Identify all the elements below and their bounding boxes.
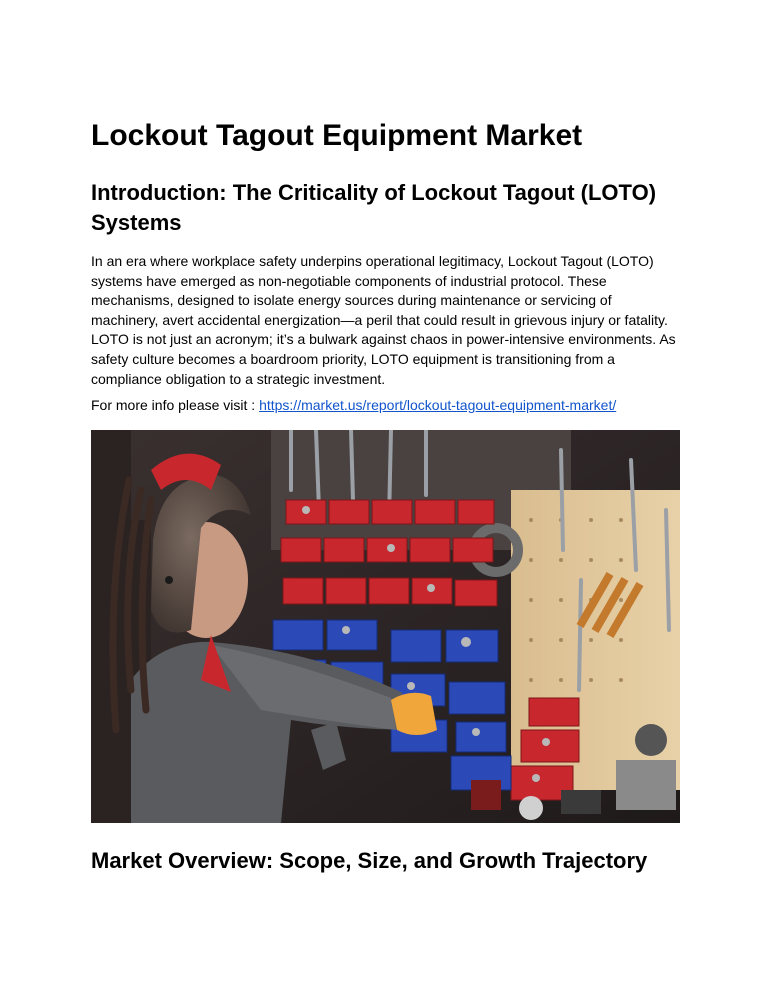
intro-heading: Introduction: The Criticality of Lockout Tagout (LOTO) Systems: [91, 180, 657, 235]
report-link[interactable]: https://market.us/report/lockout-tagout-equipment-market/: [259, 397, 617, 413]
intro-paragraph: In an era where workplace safety underpins operational legitimacy, Lockout Tagout (LOTO) systems have emerged as non-negotiable components of industrial protocol. These mechanisms, designed to isolate energy sources during maintenance or servicing of machinery, avert accidental energization—a peril that could result in grievous injury or fatality. LOTO is not just an acronym; it’s a bulwark against chaos in power-intensive environments. As safety culture becomes a boardroom priority, LOTO equipment is transitioning from a compliance obligation to a strategic investment.: [91, 253, 676, 387]
workshop-photo-illustration: [91, 430, 680, 823]
workshop-photo: [91, 430, 680, 823]
more-info-prefix: For more info please visit :: [91, 397, 260, 413]
overview-heading: Market Overview: Scope, Size, and Growth Trajectory: [91, 848, 648, 873]
more-info-line: [91, 396, 616, 416]
page-title: Lockout Tagout Equipment Market: [91, 119, 583, 152]
